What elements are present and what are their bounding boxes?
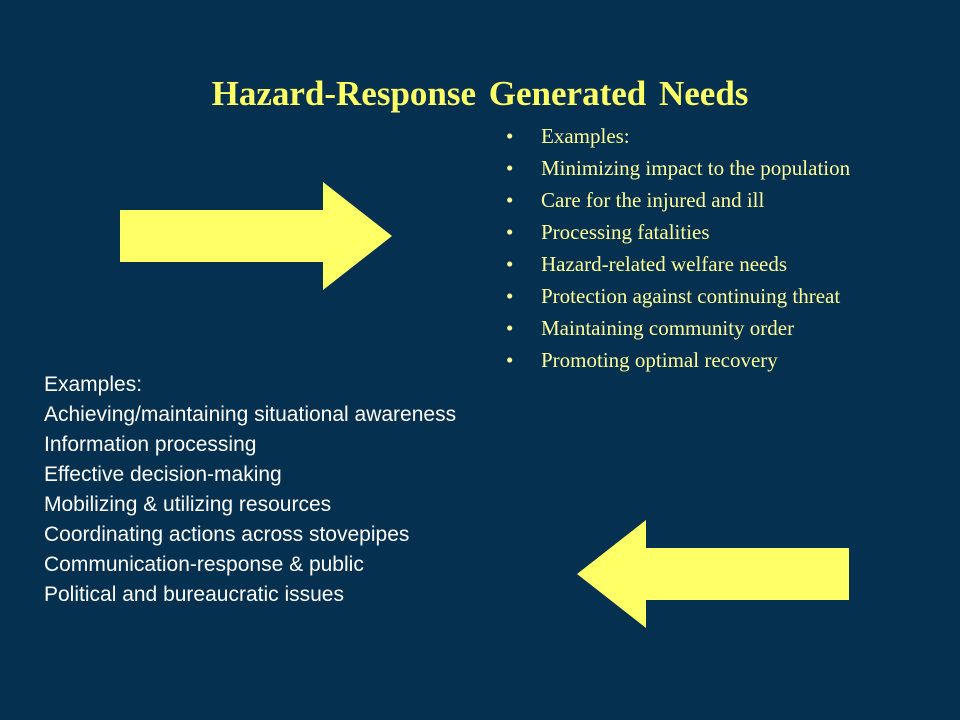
generated-needs-list	[44, 370, 544, 610]
list-item	[506, 184, 951, 216]
bullet-icon: •	[506, 156, 514, 180]
list-item	[506, 312, 951, 344]
list-item-text: Maintaining community order	[541, 316, 795, 340]
list-item-text: Examples:	[541, 124, 630, 148]
list-item	[506, 248, 951, 280]
list-item-text: Care for the injured and ill	[541, 188, 765, 212]
list-item	[506, 280, 951, 312]
list-item: Information processing	[44, 433, 257, 456]
right-arrow-icon	[118, 180, 394, 292]
bullet-icon: •	[506, 188, 514, 212]
bullet-icon: •	[506, 124, 514, 148]
list-item: Communication-response & public	[44, 553, 364, 576]
left-arrow-shape	[577, 520, 849, 628]
bullet-icon: •	[506, 316, 514, 340]
bullet-icon: •	[506, 348, 514, 372]
slide-title: Hazard-Response Generated Needs	[211, 74, 749, 113]
list-item	[506, 120, 951, 152]
list-item-text: Processing fatalities	[541, 220, 710, 244]
response-needs-list	[506, 120, 951, 376]
bullet-icon: •	[506, 220, 514, 244]
bullet-icon: •	[506, 284, 514, 308]
list-item: Examples:	[44, 373, 143, 396]
list-item-text: Minimizing impact to the population	[541, 156, 851, 180]
left-arrow-icon	[575, 518, 851, 630]
bullet-icon: •	[506, 252, 514, 276]
list-item-text: Hazard-related welfare needs	[541, 252, 788, 276]
list-item: Political and bureaucratic issues	[44, 583, 344, 606]
list-item	[506, 344, 951, 376]
list-item-text: Protection against continuing threat	[541, 284, 841, 308]
list-item	[506, 216, 951, 248]
list-item	[506, 152, 951, 184]
list-item: Coordinating actions across stovepipes	[44, 523, 410, 546]
list-item: Mobilizing & utilizing resources	[44, 493, 332, 516]
list-item-text: Promoting optimal recovery	[541, 348, 778, 372]
list-item: Effective decision-making	[44, 463, 282, 486]
list-item: Achieving/maintaining situational awareness	[44, 403, 457, 426]
right-arrow-shape	[120, 182, 392, 290]
